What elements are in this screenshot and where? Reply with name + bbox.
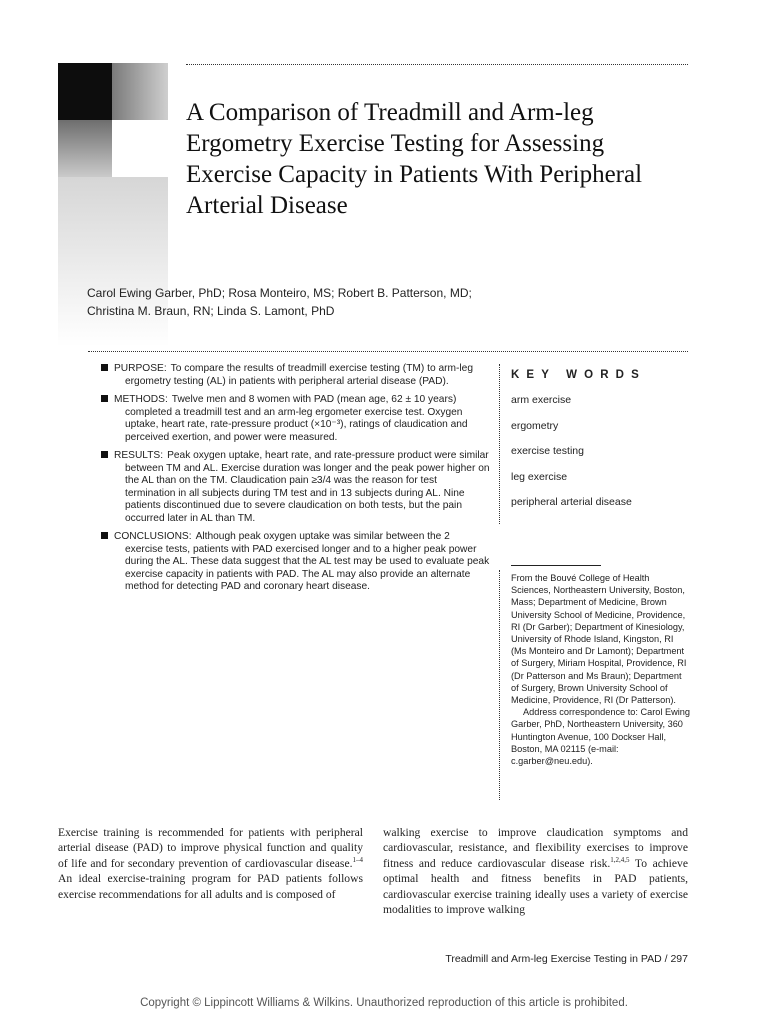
header-gray-square	[112, 63, 168, 120]
abstract-heading: METHODS:	[114, 394, 168, 405]
body-text: walking exercise to improve claudication symptoms and cardiovascular, resistance, and flexibility exercises to improve fitness and reduce cardiovascular disease risk.	[383, 826, 688, 870]
abstract-conclusions	[88, 531, 490, 594]
author-line: Carol Ewing Garber, PhD; Rosa Monteiro, MS; Robert B. Patterson, MD;	[87, 286, 472, 300]
body-text: To achieve optimal health and fitness benefits in PAD patients, cardiovascular exercise training ideally uses a variety of exercise modalities to improve walking	[383, 856, 688, 917]
dotted-rule-vertical	[499, 364, 500, 524]
citation-ref: 1–4	[352, 855, 363, 864]
body-text: Exercise training is recommended for patients with peripheral arterial disease (PAD) to improve physical function and quality of life and for secondary prevention of cardiovascular disease.	[58, 826, 363, 870]
body-column-left	[58, 825, 363, 902]
body-text: An ideal exercise-training program for PAD patients follows exercise recommendations for all adults and is composed of	[58, 872, 363, 901]
square-bullet-icon	[101, 395, 108, 402]
keywords-heading: KEY WORDS	[511, 369, 646, 381]
abstract	[88, 363, 490, 600]
square-bullet-icon	[101, 451, 108, 458]
affiliation-correspondence: Address correspondence to: Carol Ewing Garber, PhD, Northeastern University, 360 Huntington Avenue, 100 Dockser Hall, Boston, MA 02115 (e-mail: c.garber@neu.edu).	[511, 707, 690, 767]
abstract-text: To compare the results of treadmill exercise testing (TM) to arm-leg ergometry testing (AL) in patients with peripheral arterial disease (PAD).	[125, 363, 473, 387]
abstract-heading: RESULTS:	[114, 450, 164, 461]
abstract-methods	[88, 394, 490, 444]
dotted-rule-abstract	[88, 351, 688, 352]
keywords-box	[511, 369, 691, 521]
header-gray-square	[58, 120, 112, 177]
affiliation-note	[511, 572, 691, 767]
abstract-text: Twelve men and 8 women with PAD (mean age, 62 ± 10 years) completed a treadmill test and an arm-leg ergometer exercise test. Oxygen uptake, heart rate, rate-pressure product (×10⁻³), ratings of claudication and perceived exertion, and power were measured.	[125, 394, 468, 443]
running-title: Treadmill and Arm-leg Exercise Testing in PAD	[445, 953, 662, 965]
citation-ref: 1,2,4,5	[610, 855, 630, 864]
footer-separator: /	[661, 953, 671, 965]
header-black-square	[58, 63, 112, 120]
abstract-text: Although peak oxygen uptake was similar between the 2 exercise tests, patients with PAD exercised longer and to a higher peak power during the AL. These data suggest that the AL test may be used to evaluate peak exercise capacity in patients with PAD. The AL may also provide an alternate method for detecting PAD and coronary heart disease.	[125, 531, 490, 592]
author-list	[87, 284, 667, 320]
abstract-heading: CONCLUSIONS:	[114, 531, 192, 542]
abstract-text: Peak oxygen uptake, heart rate, and rate-pressure product were similar between TM and AL. Exercise duration was longer and the peak power higher on the AL than on the TM. Claudication pain ≥3/4 was the reason for test termination in all subjects during TM test and in 13 subjects during AL. Nine patients discontinued due to severe claudication on both tests, but the pain occurred later in AL than TM.	[125, 450, 490, 524]
article-title: A Comparison of Treadmill and Arm-leg Ergometry Exercise Testing for Assessing Exercise Capacity in Patients With Peripheral Arterial Disease	[186, 99, 643, 219]
author-line: Christina M. Braun, RN; Linda S. Lamont, PhD	[87, 304, 335, 318]
copyright-notice: Copyright © Lippincott Williams & Wilkins. Unauthorized reproduction of this article is prohibited.	[140, 997, 628, 1009]
square-bullet-icon	[101, 532, 108, 539]
affiliation-institutions: From the Bouvé College of Health Sciences, Northeastern University, Boston, Mass; Department of Medicine, Brown University School of Medicine, Providence, RI (Dr Garber); Department of Kinesiology, University of Rhode Island, Kingston, RI (Ms Monteiro and Dr Lamont); Department of Surgery, Miriam Hospital, Providence, RI (Dr Patterson and Ms Braun); Department of Surgery, Brown University School of Medicine, Providence, RI (Dr Patterson).	[511, 573, 687, 706]
header-gray-band	[58, 177, 168, 347]
keyword-item: arm exercise	[511, 394, 572, 406]
affiliation-rule	[511, 565, 601, 566]
keyword-item: leg exercise	[511, 470, 568, 483]
abstract-heading: PURPOSE:	[114, 363, 167, 374]
dotted-rule-vertical	[499, 570, 500, 800]
body-column-right	[383, 825, 688, 917]
dotted-rule-top	[186, 64, 688, 65]
abstract-purpose	[88, 363, 490, 388]
square-bullet-icon	[101, 364, 108, 371]
keyword-item: peripheral arterial disease	[511, 496, 632, 509]
abstract-results	[88, 450, 490, 525]
running-footer	[445, 953, 688, 965]
keyword-item: ergometry	[511, 419, 559, 432]
keyword-item: exercise testing	[511, 445, 584, 458]
page-number: 297	[670, 953, 688, 965]
